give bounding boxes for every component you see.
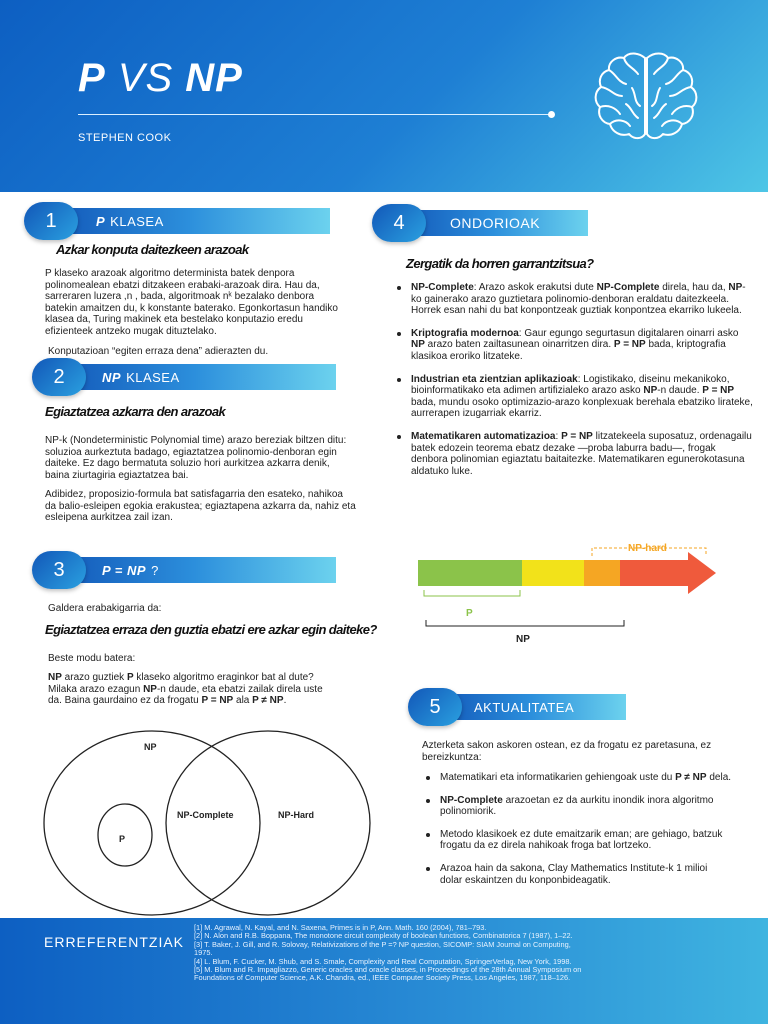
section-1-header: P KLASEA [48,208,330,234]
list-item: Industrian eta zientzian aplikazioak: Logistikako, diseinu mekanikoko, bioinformatikako eta adimen artifizialeko arazo asko NP-n daude. P = NP bada, mundu osoko optimizazio-arazo konplexuak berehala ebatziko lirateke, aurrerapen izugarriak ekarriz. [393,374,753,420]
venn-nphard-circle [166,731,370,915]
segment-npcomplete [584,560,620,586]
complexity-arrow-diagram [410,536,730,652]
section-2-example: Adibidez, proposizio-formula bat satisfagarria den esateko, nahikoa da balio-esleipen egokia erakustea; egiaztapena azkarra da, nahiz eta esleipena aurkitzea zail izan. [45,489,356,524]
list-item: Matematikari eta informatikarien gehiengoak uste du P ≠ NP dela. [422,772,732,784]
venn-diagram [40,722,380,916]
section-2-subtitle: Egiaztatzea azkarra den arazoak [45,404,226,419]
list-item: NP-Complete arazoetan ez da aurkitu inondik inora algoritmo polinomiorik. [422,795,732,818]
np-bracket [426,620,624,626]
segment-np [522,560,584,586]
title-divider-dot [548,111,555,118]
p-bracket [424,590,520,596]
section-3-intro: Galdera erabakigarria da: [48,603,162,614]
section-1-paragraph: P klaseko arazoak algoritmo determinista batek denpora polinomealean ebatzi ditzakeen erabaki-arazoak dira. Hau da, sarreraren luzera ,n , bada, algoritmoak nᵏ bezalako denbora batekin amaitzen du, k konstante baterako. Egonkortasun handiko klasea da, Turing makinek eta bestelako konputazio eredu efizienteek antzeko mugak dituztelako. [45,268,338,337]
section-5-header: AKTUALITATEA [436,694,626,720]
venn-p-label: P [119,834,126,844]
list-item: Kriptografia modernoa: Gaur egungo segurtasun digitalaren oinarri asko NP arazo baten zailtasunean oinarritzen dira. P = NP bada, kriptografia klasikoa eroriko litzateke. [393,328,753,363]
p-bracket-label: P [466,608,473,619]
author-name: STEPHEN COOK [78,132,172,144]
references-title: ERREFERENTZIAK [44,934,185,950]
section-2-badge: 2 [32,358,86,396]
venn-npcomplete-label: NP-Complete [177,810,234,820]
section-1-note: Konputazioan “egiten erraza dena” adierazten du. [48,346,269,357]
section-3-header: P = NP ? [54,557,336,583]
np-bracket-label: NP [516,634,530,645]
section-4-header: ONDORIOAK [398,210,588,236]
section-2-header: NP KLASEA [54,364,336,390]
poster-title: P VS NP [78,56,243,100]
references-list [194,924,588,983]
section-2-paragraph: NP-k (Nondeterministic Polynomial time) arazo bereziak biltzen ditu: soluzioa aurkeztuta badago, egiaztatzea polinomio-denboran egin daiteke. Ez dago bermatuta soluzio hori aurkitzea azkarra denik, baina ziurtagiria egiaztatzea bai. [45,435,347,481]
section-3-subtitle: Egiaztatzea erraza den guztia ebatzi ere azkar egin daiteke? [45,622,377,637]
venn-nphard-label: NP-Hard [278,810,315,820]
section-3-intro2: Beste modu batera: [48,653,136,664]
section-1-badge: 1 [24,202,78,240]
list-item: NP-Complete: Arazo askok erakutsi dute NP-Complete direla, hau da, NP-ko gainerako arazo guztietara polinomio-denboran eraldatu daitezkeela. Horrek esan nahi du bat konpontzeak guztiak konpontzea ekarriko lukeela. [393,282,753,317]
reference-item: [1] M. Agrawal, N. Kayal, and N. Saxena, Primes is in P, Ann. Math. 160 (2004), 781–793. [194,923,487,932]
section-4-subtitle: Zergatik da horren garrantzitsua? [406,256,594,271]
reference-item: [4] L. Blum, F. Cucker, M. Shub, and S. Smale, Complexity and Real Computation, SpringerVerlag, New York, 1998. [194,956,572,966]
section-1-subtitle: Azkar konputa daitezkeen arazoak [56,242,249,257]
list-item: Arazoa hain da sakona, Clay Mathematics Institute-k 1 milioi dolar eskaintzen du konponbideagatik. [422,863,732,886]
section-3-paragraph: NP arazo guztiek P klaseko algoritmo eraginkor bat al dute? Milaka arazo ezagun NP-n daude, eta ebatzi zailak direla uste da. Baina gaurdaino ez da frogatu P = NP ala P ≠ NP. [48,672,323,707]
reference-item: [2] N. Alon and R.B. Boppana, The monotone circuit complexity of boolean functions, Combinatorica 7 (1987), 1–22. [194,931,573,941]
segment-nphard-arrow [620,552,716,594]
title-divider [78,114,552,115]
segment-p [418,560,522,586]
section-3-badge: 3 [32,551,86,589]
venn-np-label: NP [144,742,157,752]
section-5-badge: 5 [408,688,462,726]
reference-item: [5] M. Blum and R. Impagliazzo, Generic oracles and oracle classes, in Proceedings of the 28th Annual Symposium on Foundations of Computer Science, A.K. Chandra, ed., IEEE Computer Society Press, Los Angeles, 1987, 118–126. [194,965,582,983]
section-4-badge: 4 [372,204,426,242]
venn-np-circle [44,731,260,915]
brain-icon [588,48,704,144]
section-5-list [422,772,732,897]
nphard-label: NP-hard [628,543,667,554]
section-5-intro: Azterketa sakon askoren ostean, ez da frogatu ez paretasuna, ez bereizkuntza: [422,740,712,763]
section-4-list [393,282,753,488]
list-item: Matematikaren automatizazioa: P = NP litzatekeela suposatuz, ordenagailu batek edozein teorema ebatz dezake —proba laburra badu—, frogak denbora polinomian egiaztatu baitaitezke. Matematikaren egunerokotasuna aldatuko luke. [393,431,753,477]
list-item: Metodo klasikoek ez dute emaitzarik eman; are gehiago, batzuk frogatu da ez direla nahikoak froga bat lortzeko. [422,829,732,852]
reference-item: [3] T. Baker, J. Gill, and R. Solovay, Relativizations of the P =? NP question, SICOMP: SIAM Journal on Computing, 1975. [194,939,571,958]
